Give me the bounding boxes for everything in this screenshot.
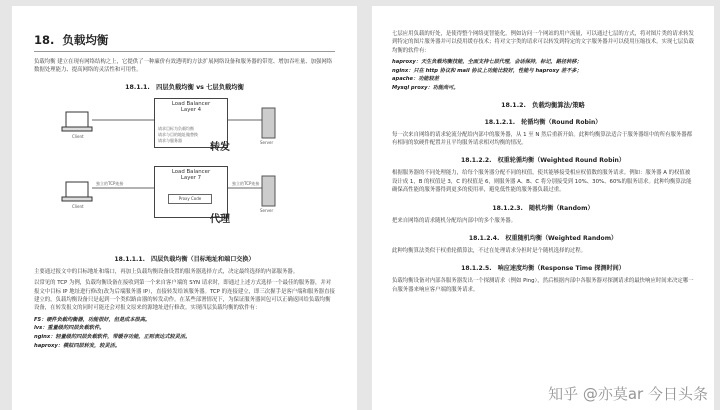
list-item: F5：硬件负载均衡器，功能很好，但是成本很高。 <box>34 316 151 323</box>
list-item: nginx：只在 http 协议和 mail 协议上功能比较好，性能与 haproxy 差不多； <box>392 67 582 74</box>
subsection-heading: 18.1.1. 四层负载均衡 vs 七层负载均衡 <box>125 83 244 91</box>
lb-layer4-box: Load Balancer Layer 4 <box>154 98 228 148</box>
left-page <box>12 6 357 410</box>
algo-description: 每一次来自网络的请求轮流分配给内部中的服务器，从 1 至 N 然后重新开始。此种均衡算法适合于服务器组中的所有服务器都有相同的软硬件配置并且平均服务请求相对均衡的情况。 <box>392 131 693 146</box>
server-label: Server <box>260 139 274 145</box>
flow-label: 独立的TCP连接 <box>232 180 260 186</box>
proxy-label: 代理 <box>210 213 230 225</box>
intro-paragraph: 负载均衡 建立在现有网络结构之上，它提供了一种廉价有效透明的方法扩展网络设备和服务器的带宽、增加吞吐量、加强网络数据处理能力、提高网络的灵活性和可用性。 <box>34 59 333 74</box>
paragraph: 以常见的 TCP 为例，负载均衡设备在接收到第一个来自客户端的 SYN 请求时，即通过上述方式选择一个最佳的服务器，并对报文中目标 IP 地址进行修改(改为后端服务器 IP），直接转发给该服务器。TCP 的连接建立，即三次握手是客户端和服务器直接建立的，负载均衡设备只是起到一个类似路由器的转发动作。在某些部署情况下，为保证服务器回包可以正确返回给负载均衡设备，在转发报文的同时可能还会对报文原来的源地址进行修改。实现四层负载均衡的软件有： <box>34 280 335 312</box>
proxy-code-box: Proxy Code <box>168 194 212 204</box>
list-item: apache：功能较差 <box>392 76 439 83</box>
load-balancer-diagram <box>34 96 335 246</box>
list-item: haproxy：天生负载均衡技能，全面支持七层代理，会话保持，标记，路径转移； <box>392 59 582 66</box>
client-label: Client <box>72 203 84 209</box>
algo-heading: 18.1.2.3. 随机均衡（Random） <box>492 204 594 212</box>
list-item: lvs：重量级的四层负载软件。 <box>34 325 105 332</box>
forward-label: 转发 <box>210 141 230 153</box>
flow-label: 请求与服务器 <box>158 137 182 143</box>
flow-label: 请求与目的地址做替换 <box>158 131 198 137</box>
lb-layer7-box: Load Balancer Layer 7 <box>154 166 228 218</box>
algo-heading: 18.1.2.2. 权重轮循均衡（Weighted Round Robin） <box>461 157 625 165</box>
subsection-heading: 18.1.2. 负载均衡算法/策略 <box>501 101 585 109</box>
paragraph: 主要通过报文中的目标地址和端口，再加上负载均衡设备设置的服务器选择方式，决定最终选择的内部服务器。 <box>34 268 299 275</box>
algo-heading: 18.1.2.1. 轮循均衡（Round Robin） <box>484 118 602 126</box>
algo-heading: 18.1.2.4. 权重随机均衡（Weighted Random） <box>468 235 618 243</box>
server-label: Server <box>260 207 274 213</box>
section-number: 18. <box>34 33 55 47</box>
algo-description: 此种均衡算法类似于权重轮循算法，不过在处理请求分担时是个随机选择的过程。 <box>392 248 587 255</box>
flow-label: 请求目标为负载均衡 <box>158 125 194 131</box>
list-item: haproxy：模拟四层转发，较灵活。 <box>34 342 121 349</box>
section-title: 负载均衡 <box>62 33 109 47</box>
algo-description: 负载均衡设备对内部各服务器发出一个探测请求（例如 Ping），然后根据内部中各服务器对探测请求的最快响应时间来决定哪一台服务器来响应客户端的服务请求。 <box>392 278 694 293</box>
watermark: 知乎 @亦莫ar 今日头条 <box>548 385 708 403</box>
section-heading <box>34 32 335 52</box>
paragraph: 七层应用负载的好处，是使得整个网络更智能化。例如访问一个网站的用户流量，可以通过七层的方式，将对图片类的请求转发到特定的图片服务器并可以使用缓存技术；将对文字类的请求可以转发到特定的文字服务器并可以使用压缩技术。实现七层负载均衡的软件有： <box>392 31 694 54</box>
right-page <box>372 6 714 410</box>
list-item: nginx：轻量级的四层负载软件，带缓存功能，正则表达式较灵活。 <box>34 334 191 341</box>
algo-heading: 18.1.2.5. 响应速度均衡（Response Time 探测时间） <box>461 265 625 273</box>
algo-description: 根据服务器的不同处理能力，给每个服务器分配不同的权值，使其能够接受相应权值数的服务请求。例如：服务器 A 的权值被设计成 1，B 的权值是 3，C 的权值是 6，则服务器 A、B、C 将分别接受到 10%、30%、60%的服务请求。此种均衡算法能确保高性能的服务器得到更多的使用率，避免低性能的服务器负载过重。 <box>392 170 692 194</box>
list-item: Mysql proxy：功能尚可。 <box>392 85 459 91</box>
algo-description: 把来自网络的请求随机分配给内部中的多个服务器。 <box>392 217 516 224</box>
subsection-heading: 18.1.1.1. 四层负载均衡（目标地址和端口交换） <box>114 255 255 263</box>
flow-label: 独立的TCP连接 <box>96 180 124 186</box>
client-label: Client <box>72 133 84 139</box>
